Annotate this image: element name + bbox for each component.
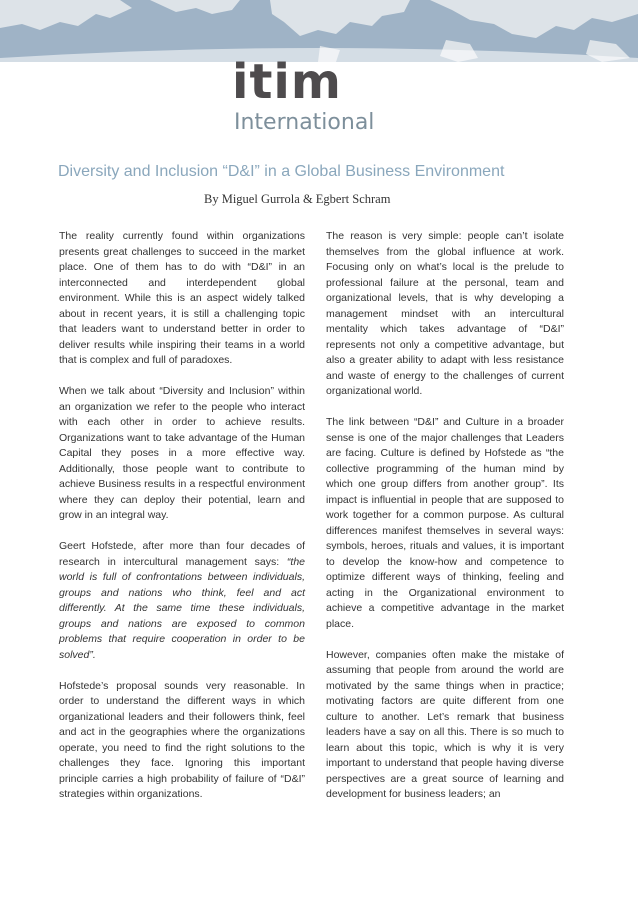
paragraph-lead: Geert Hofstede, after more than four decades of research in intercultural management says: [59,540,305,568]
paragraph: The reason is very simple: people can’t isolate themselves from the global influence at work. Focusing only on what’s local is the prelude to professional failure at the personal, team and organizational levels, that is why developing a management mindset with an intercultural mentality which takes advantage of “D&I” represents not only a competitive advantage, but also a greater ability to adapt with less resistance and waste of energy to the challenges of current organizational world. [326,230,564,397]
paragraph: The link between “D&I” and Culture in a broader sense is one of the major challenges that Leaders are facing. Culture is defined by Hofstede as “the collective programming of the human mind by which one group differs from another group”. Its impact is influential in people that are supposed to work together for a common purpose. As cultural differences manifest themselves in several ways: symbols, heroes, rituals and values, it is important to develop the know-how and competence to optimize different ways of thinking, feeling and acting in the Organizational environment to achieve a competitive advantage in the market place. [326,416,564,630]
paragraph: The reality currently found within organizations presents great challenges to succeed in the market place. One of them has to do with “D&I” in an interconnected and interdependent global environment. While this is an aspect widely talked about in recent years, it is still a challenging topic that leaders want to understand better in order to deliver results while inspiring their teams in a world that is complex and full of paradoxes. [59,230,305,366]
paragraph [59,539,305,663]
paragraph: When we talk about “Diversity and Inclusion” within an organization we refer to the people who interact with each other in order to achieve results. Organizations want to take advantage of the Human Capital they poses in a more effective way. Additionally, those people want to contribute to achieve Business results in a respectful environment where they can deploy their potential, learn and grow in an integral way. [59,385,305,521]
hofstede-quote: “the world is full of confrontations between individuals, groups and nations who think, feel and act differently. At the same time these individuals, groups and nations are exposed to common problems that require cooperation in order to be solved”. [59,555,305,661]
itim-logo [232,55,392,145]
logo-wordmark: itim [232,54,342,110]
right-column [326,229,564,803]
left-column [59,229,305,803]
paragraph: Hofstede’s proposal sounds very reasonable. In order to understand the different ways in which organizational leaders and their followers think, feel and act in the geographies where the organizations operate, you need to find the right solutions to the challenges they face. Ignoring this important principle carries a high probability of failure of “D&I” strategies within organizations. [59,679,305,800]
world-map-banner [0,0,638,62]
logo-subtitle: International [234,110,375,135]
paragraph: However, companies often make the mistake of assuming that people from around the world are motivated by the same things when in practice; motivating factors are quite different from one culture to another. Let’s remark that business leaders have a say on all this. There is so much to learn about this topic, which is why it is very important to understand that people having diverse perspectives are a great source of learning and development for business leaders; an [326,648,564,800]
article-title: Diversity and Inclusion “D&I” in a Global Business Environment [58,163,505,180]
article-authors: By Miguel Gurrola & Egbert Schram [204,192,391,206]
